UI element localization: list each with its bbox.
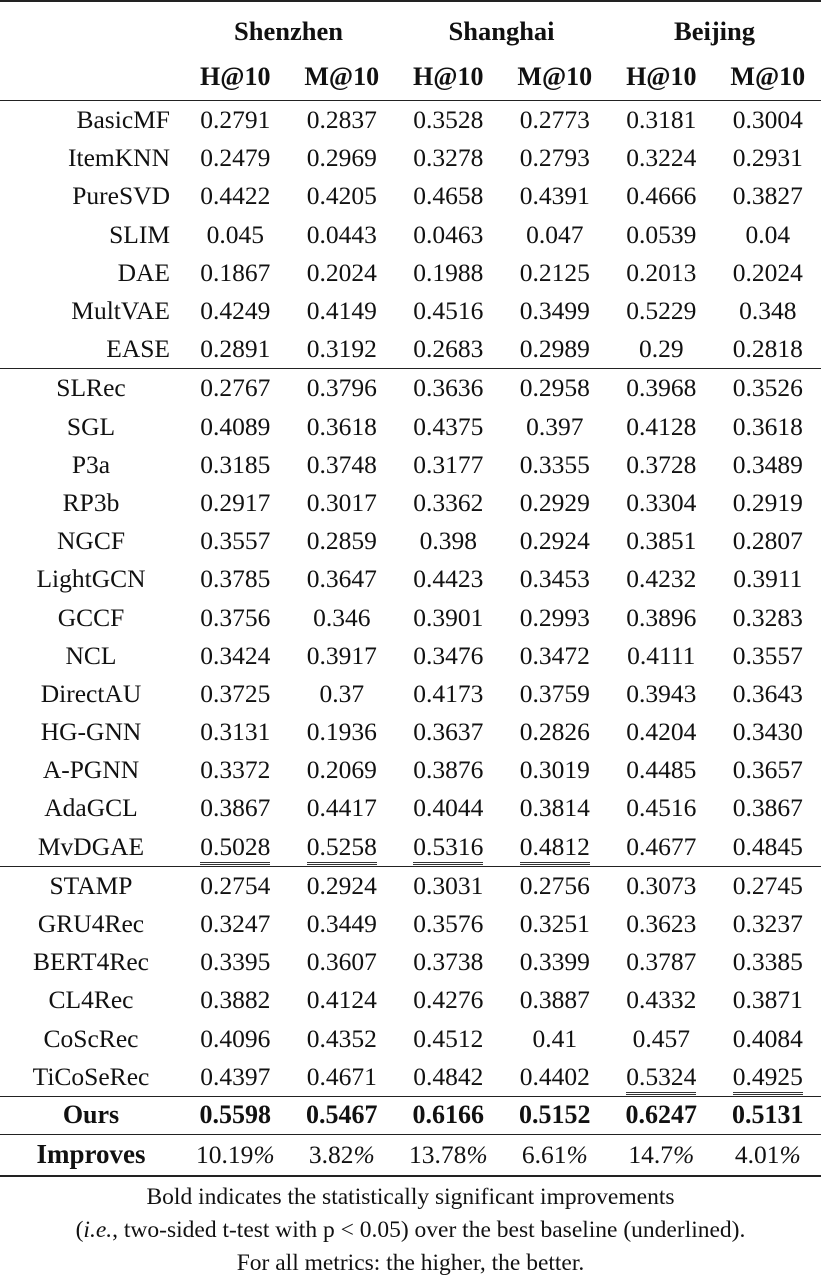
table-row xyxy=(0,981,821,1019)
metric-value-bold: 0.6247 xyxy=(608,1096,715,1134)
metric-value: 0.3901 xyxy=(413,602,484,632)
metric-value: 0.3185 xyxy=(200,449,271,479)
metric-value: 0.2793 xyxy=(519,143,590,173)
metric-value: 0.3472 xyxy=(519,640,590,670)
model-name: DirectAU xyxy=(40,678,142,708)
metric-value: 0.3756 xyxy=(200,602,271,632)
metric-value: 0.3355 xyxy=(519,449,590,479)
metric-value: 0.2745 xyxy=(715,866,821,905)
metric-value: 0.4204 xyxy=(626,717,697,747)
metric-value: 0.3395 xyxy=(200,947,271,977)
metric-value: 0.4485 xyxy=(626,755,697,785)
metric-value: 0.3728 xyxy=(626,449,697,479)
metric-value: 0.2069 xyxy=(306,755,377,785)
metric-value-bold: 0.5152 xyxy=(502,1096,609,1134)
table-row xyxy=(0,369,821,408)
improvement-percent: 10.19% xyxy=(182,1134,289,1176)
metric-value: 0.2818 xyxy=(732,334,803,364)
city-header-shanghai: Shanghai xyxy=(448,15,555,46)
metric-value: 0.04 xyxy=(745,219,791,249)
metric-value: 0.3647 xyxy=(306,564,377,594)
metric-value: 0.3576 xyxy=(413,909,484,939)
metric-value: 0.3449 xyxy=(306,909,377,939)
metric-value: 0.2125 xyxy=(519,257,590,287)
metric-value: 0.3453 xyxy=(519,564,590,594)
metric-value: 0.457 xyxy=(632,1023,690,1053)
metric-value: 0.41 xyxy=(532,1023,578,1053)
metric-value: 0.4677 xyxy=(626,831,697,861)
metric-value: 0.4084 xyxy=(732,1023,803,1053)
model-name: MvDGAE xyxy=(37,831,145,861)
improvement-percent: 3.82% xyxy=(289,1134,396,1176)
table-row xyxy=(0,751,821,789)
metric-value: 0.4173 xyxy=(413,678,484,708)
metric-value: 0.3867 xyxy=(732,793,803,823)
metric-value: 0.2479 xyxy=(200,143,271,173)
table-row xyxy=(0,292,821,330)
metric-header: M@10 xyxy=(730,62,806,91)
table-row xyxy=(0,713,821,751)
metric-value: 0.3499 xyxy=(519,296,590,326)
metric-value: 0.4375 xyxy=(413,411,484,441)
metric-value: 0.3911 xyxy=(733,564,803,594)
table-body xyxy=(0,101,821,1176)
metric-value: 0.3636 xyxy=(395,369,502,408)
metric-value: 0.2859 xyxy=(306,526,377,556)
metric-value-bold: 0.6166 xyxy=(395,1096,502,1134)
model-name: GCCF xyxy=(57,602,125,632)
metric-header: M@10 xyxy=(304,62,380,91)
metric-value: 0.2919 xyxy=(732,487,803,517)
table-row xyxy=(0,675,821,713)
metric-value: 0.4391 xyxy=(519,181,590,211)
metric-value: 0.4397 xyxy=(200,1061,271,1091)
metric-value: 0.4422 xyxy=(200,181,271,211)
metric-value: 0.3896 xyxy=(626,602,697,632)
metric-value: 0.3017 xyxy=(306,487,377,517)
metric-value: 0.346 xyxy=(313,602,371,632)
metric-value: 0.37 xyxy=(319,678,365,708)
metric-value: 0.3796 xyxy=(289,369,396,408)
metric-value: 0.3181 xyxy=(608,101,715,140)
metric-value: 0.3618 xyxy=(732,411,803,441)
model-name: BERT4Rec xyxy=(32,947,150,977)
metric-value: 0.2683 xyxy=(413,334,484,364)
metric-value: 0.2807 xyxy=(732,526,803,556)
metric-header-row xyxy=(0,54,821,101)
metric-value xyxy=(182,828,289,867)
footnote-line-3: For all metrics: the higher, the better. xyxy=(236,1249,585,1276)
metric-value: 0.3385 xyxy=(732,947,803,977)
table-row xyxy=(0,789,821,827)
metric-value: 0.3224 xyxy=(626,143,697,173)
table-row xyxy=(0,446,821,484)
metric-value: 0.3968 xyxy=(608,369,715,408)
row-label: Improves xyxy=(0,1134,182,1176)
table-row xyxy=(0,828,821,867)
metric-value: 0.0463 xyxy=(413,219,484,249)
footnote-line-2: (i.e., two-sided t-test with p < 0.05) over the best baseline (underlined). xyxy=(75,1216,746,1243)
table-row xyxy=(0,560,821,598)
metric-header: M@10 xyxy=(517,62,593,91)
metric-value: 0.2958 xyxy=(502,369,609,408)
metric-value: 0.4276 xyxy=(413,985,484,1015)
metric-value: 0.2993 xyxy=(519,602,590,632)
metric-value: 0.3827 xyxy=(732,181,803,211)
metric-value: 0.4149 xyxy=(306,296,377,326)
improvement-percent: 6.61% xyxy=(502,1134,609,1176)
table-row xyxy=(0,1058,821,1097)
ours-row xyxy=(0,1096,821,1134)
model-name: BasicMF xyxy=(0,101,182,140)
model-name: HG-GNN xyxy=(40,717,142,747)
metric-value: 0.398 xyxy=(419,526,477,556)
table-row xyxy=(0,522,821,560)
table-row xyxy=(0,330,821,369)
metric-value: 0.3177 xyxy=(413,449,484,479)
metric-value: 0.4658 xyxy=(413,181,484,211)
metric-value: 0.3637 xyxy=(413,717,484,747)
table-row xyxy=(0,408,821,446)
metric-value: 0.2929 xyxy=(519,487,590,517)
metric-value: 0.3607 xyxy=(306,947,377,977)
metric-value: 0.2773 xyxy=(502,101,609,140)
table-footnote xyxy=(0,1177,821,1280)
underlined-best-baseline-value: 0.4925 xyxy=(733,1062,803,1095)
metric-value: 0.2931 xyxy=(732,143,803,173)
metric-value: 0.3526 xyxy=(715,369,821,408)
metric-value: 0.4044 xyxy=(413,793,484,823)
table-row xyxy=(0,101,821,140)
model-name: NGCF xyxy=(56,526,126,556)
metric-value: 0.3004 xyxy=(715,101,821,140)
metric-value: 0.4096 xyxy=(200,1023,271,1053)
metric-value: 0.2767 xyxy=(182,369,289,408)
model-name: P3a xyxy=(71,449,111,479)
metric-value: 0.4845 xyxy=(732,831,803,861)
metric-value-bold: 0.5131 xyxy=(715,1096,821,1134)
table-row xyxy=(0,637,821,675)
metric-value: 0.4352 xyxy=(306,1023,377,1053)
metric-value: 0.3019 xyxy=(519,755,590,785)
model-name: SLIM xyxy=(109,219,170,249)
metric-value: 0.4124 xyxy=(306,985,377,1015)
metric-value: 0.3787 xyxy=(626,947,697,977)
metric-header: H@10 xyxy=(413,62,484,91)
metric-value: 0.3304 xyxy=(626,487,697,517)
metric-value: 0.3073 xyxy=(608,866,715,905)
metric-value: 0.4516 xyxy=(626,793,697,823)
model-name: A-PGNN xyxy=(42,755,140,785)
city-header-row xyxy=(0,1,821,54)
metric-value: 0.3362 xyxy=(413,487,484,517)
metric-value: 0.4128 xyxy=(626,411,697,441)
model-name: AdaGCL xyxy=(44,793,138,823)
metric-value: 0.3725 xyxy=(200,678,271,708)
metric-value: 0.2891 xyxy=(200,334,271,364)
table-row xyxy=(0,177,821,215)
metric-value: 0.3399 xyxy=(519,947,590,977)
metric-value: 0.4516 xyxy=(413,296,484,326)
model-name: TiCoSeRec xyxy=(32,1061,150,1091)
metric-value: 0.3917 xyxy=(306,640,377,670)
metric-value: 0.3237 xyxy=(732,909,803,939)
metric-value: 0.4423 xyxy=(413,564,484,594)
metric-value: 0.3528 xyxy=(395,101,502,140)
model-name: MultVAE xyxy=(71,296,170,326)
underlined-best-baseline-value: 0.5028 xyxy=(200,832,270,865)
metric-value: 0.2024 xyxy=(306,257,377,287)
metric-value: 0.4089 xyxy=(200,411,271,441)
model-name: GRU4Rec xyxy=(37,909,145,939)
improvement-percent: 14.7% xyxy=(608,1134,715,1176)
metric-value: 0.3657 xyxy=(732,755,803,785)
table-row xyxy=(0,943,821,981)
model-name: Ours xyxy=(0,1096,182,1134)
metric-value: 0.3430 xyxy=(732,717,803,747)
metric-value: 0.3759 xyxy=(519,678,590,708)
metric-value: 0.3851 xyxy=(626,526,697,556)
model-name: LightGCN xyxy=(36,564,146,594)
model-name: STAMP xyxy=(0,866,182,905)
metric-value: 0.3887 xyxy=(519,985,590,1015)
footnote-ie: i.e. xyxy=(83,1216,113,1243)
metric-value: 0.3424 xyxy=(200,640,271,670)
model-name: CL4Rec xyxy=(48,985,134,1015)
underlined-best-baseline-value: 0.4812 xyxy=(520,832,590,865)
table-row xyxy=(0,1020,821,1058)
model-name: ItemKNN xyxy=(68,143,170,173)
metric-value: 0.3557 xyxy=(200,526,271,556)
metric-value: 0.2837 xyxy=(289,101,396,140)
table-row xyxy=(0,484,821,522)
metric-header: H@10 xyxy=(200,62,271,91)
metric-value: 0.3814 xyxy=(519,793,590,823)
metric-value: 0.4666 xyxy=(626,181,697,211)
table-row xyxy=(0,139,821,177)
metric-value: 0.4417 xyxy=(306,793,377,823)
metric-value: 0.2969 xyxy=(306,143,377,173)
metric-value: 0.3643 xyxy=(732,678,803,708)
metric-value: 0.3557 xyxy=(732,640,803,670)
city-header-beijing: Beijing xyxy=(674,15,756,46)
metric-value-bold: 0.5598 xyxy=(182,1096,289,1134)
metric-value-bold: 0.5467 xyxy=(289,1096,396,1134)
table-row xyxy=(0,866,821,905)
metric-value: 0.4842 xyxy=(413,1061,484,1091)
metric-value xyxy=(395,828,502,867)
improves-row xyxy=(0,1134,821,1176)
metric-value: 0.2756 xyxy=(502,866,609,905)
model-name: NCL xyxy=(65,640,117,670)
model-name: EASE xyxy=(106,334,170,364)
metric-value: 0.4232 xyxy=(626,564,697,594)
metric-value: 0.1988 xyxy=(413,257,484,287)
metric-value: 0.3251 xyxy=(519,909,590,939)
metric-value: 0.2024 xyxy=(732,257,803,287)
metric-value: 0.1936 xyxy=(306,717,377,747)
table-row xyxy=(0,216,821,254)
metric-value: 0.2826 xyxy=(519,717,590,747)
metric-value: 0.2924 xyxy=(289,866,396,905)
metric-value: 0.3192 xyxy=(306,334,377,364)
improvement-percent: 13.78% xyxy=(395,1134,502,1176)
metric-value: 0.3785 xyxy=(200,564,271,594)
metric-value: 0.3489 xyxy=(732,449,803,479)
model-name: SGL xyxy=(66,411,116,441)
model-name: PureSVD xyxy=(72,181,170,211)
metric-value: 0.2917 xyxy=(200,487,271,517)
metric-header: H@10 xyxy=(626,62,697,91)
metric-value: 0.047 xyxy=(526,219,584,249)
metric-value: 0.045 xyxy=(206,219,264,249)
metric-value: 0.4671 xyxy=(306,1061,377,1091)
metric-value: 0.2013 xyxy=(626,257,697,287)
metric-value: 0.348 xyxy=(739,296,797,326)
metric-value: 0.0539 xyxy=(626,219,697,249)
metric-value: 0.2924 xyxy=(519,526,590,556)
metric-value: 0.3247 xyxy=(200,909,271,939)
model-name: SLRec xyxy=(0,369,182,408)
metric-value: 0.29 xyxy=(638,334,684,364)
table-row xyxy=(0,598,821,636)
metric-value: 0.1867 xyxy=(200,257,271,287)
table-row xyxy=(0,905,821,943)
metric-value: 0.4332 xyxy=(626,985,697,1015)
model-name: DAE xyxy=(117,257,170,287)
metric-value: 0.3943 xyxy=(626,678,697,708)
metric-value xyxy=(608,1058,715,1097)
corner-cell xyxy=(0,1,182,54)
underlined-best-baseline-value: 0.5316 xyxy=(413,832,483,865)
metric-value: 0.3372 xyxy=(200,755,271,785)
model-name: RP3b xyxy=(62,487,120,517)
model-name: CoScRec xyxy=(43,1023,139,1053)
metric-value: 0.3876 xyxy=(413,755,484,785)
metric-value: 0.3283 xyxy=(732,602,803,632)
metric-value: 0.4249 xyxy=(200,296,271,326)
metric-value: 0.3871 xyxy=(732,985,803,1015)
corner-cell xyxy=(0,54,182,101)
metric-value xyxy=(289,828,396,867)
metric-value: 0.397 xyxy=(526,411,584,441)
metric-value: 0.5229 xyxy=(626,296,697,326)
footnote-line-1: Bold indicates the statistically significant improvements xyxy=(146,1183,675,1210)
metric-value: 0.4205 xyxy=(306,181,377,211)
metric-value: 0.3867 xyxy=(200,793,271,823)
metric-value xyxy=(502,828,609,867)
table-row xyxy=(0,254,821,292)
metric-value: 0.4512 xyxy=(413,1023,484,1053)
metric-value: 0.3882 xyxy=(200,985,271,1015)
metric-value: 0.2754 xyxy=(182,866,289,905)
city-header-shenzhen: Shenzhen xyxy=(234,15,343,46)
metric-value: 0.3618 xyxy=(306,411,377,441)
metric-value: 0.2989 xyxy=(519,334,590,364)
metric-value: 0.3278 xyxy=(413,143,484,173)
metric-value: 0.3738 xyxy=(413,947,484,977)
metric-value: 0.4402 xyxy=(519,1061,590,1091)
underlined-best-baseline-value: 0.5258 xyxy=(307,832,377,865)
metric-value: 0.3476 xyxy=(413,640,484,670)
metric-value: 0.3031 xyxy=(395,866,502,905)
metric-value xyxy=(715,1058,821,1097)
metric-value: 0.3748 xyxy=(306,449,377,479)
metric-value: 0.2791 xyxy=(182,101,289,140)
metric-value: 0.3623 xyxy=(626,909,697,939)
underlined-best-baseline-value: 0.5324 xyxy=(626,1062,696,1095)
metric-value: 0.0443 xyxy=(306,219,377,249)
improvement-percent: 4.01% xyxy=(715,1134,821,1176)
metric-value: 0.3131 xyxy=(200,717,271,747)
metric-value: 0.4111 xyxy=(627,640,696,670)
